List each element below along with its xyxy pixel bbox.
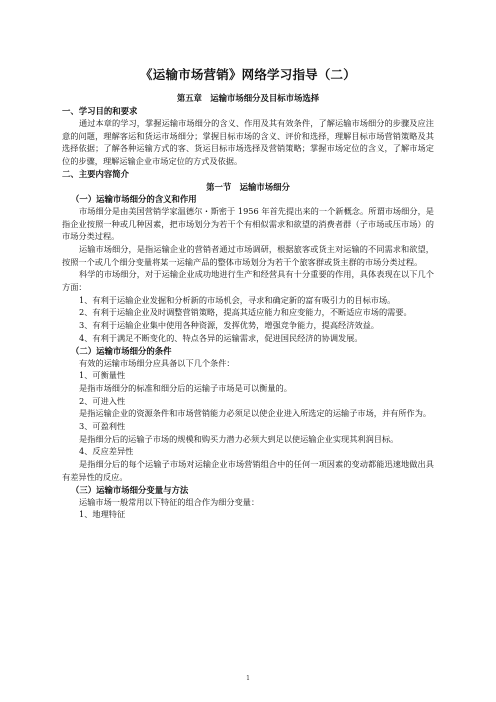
paragraph-definition-origin: 市场细分是由美国营销学家温德尔・斯密于 1956 年首先提出来的一个新概念。所谓市场细分，是指企业按照一种或几种因素，把市场划分为若干个有相似需求和欲望的消费者群（子市场或压市场）的市场分类过程。 [62,205,434,242]
document-body [62,105,434,521]
list-role-2: 2、有利于运输企业及时调整营销策略，提高其适应能力和应变能力，不断适应市场的需要。 [79,307,412,318]
paragraph-condition-4: 是指细分后的每个运输子市场对运输企业市场营销组合中的任何一项因素的变动都能迅速地做出具有差异性的反应。 [62,459,434,482]
paragraph-conditions-intro: 有效的运输市场细分应具备以下几个条件： [79,357,235,368]
paragraph-variables-intro: 运输市场一般常用以下特征的组合作为细分变量： [79,496,260,507]
document-title: 《运输市场营销》网络学习指导（二） [140,67,356,82]
heading-learning-objectives: 一、学习目的和要求 [62,106,138,116]
list-role-4: 4、有利于满足不断变化的、特点各异的运输需求，促进国民经济的协调发展。 [79,332,363,343]
list-condition-4: 4、反应差异性 [79,446,134,457]
list-variable-1: 1、地理特征 [79,509,126,520]
paragraph-condition-2: 是指运输企业的资源条件和市场营销能力必须足以使企业进入所选定的运输子市场，并有所作为。 [79,408,432,419]
paragraph-condition-1: 是指市场细分的标准和细分后的运输子市场是可以衡量的。 [79,382,292,393]
heading-content-summary: 二、主要内容简介 [62,168,129,179]
list-role-1: 1、有利于运输企业发掘和分析新的市场机会，寻求和确定新的富有吸引力的目标市场。 [79,294,396,305]
list-condition-2: 2、可进入性 [79,395,126,406]
page-number: 1 [246,675,250,682]
list-condition-1: 1、可衡量性 [79,370,126,381]
section-title: 第一节 运输市场细分 [206,181,290,192]
paragraph-transport-definition: 运输市场细分，是指运输企业的营销者通过市场调研，根据旅客或货主对运输的不同需求和欲望，按照一个或几个细分变量将某一运输产品的整体市场划分为若干个旅客群或货主群的市场分类过程。 [62,243,434,267]
page-content [62,66,434,521]
paragraph-objectives: 通过本章的学习，掌握运输市场细分的含义、作用及其有效条件，了解运输市场细分的步骤及应注意的问题，理解客运和货运市场细分；掌握目标市场的含义、评价和选择，理解目标市场营销策略及其选择依据；了解各种运输方式的客、货运目标市场选择及营销策略；掌握市场定位的含义，了解市场定位的步骤，理解运输企业市场定位的方式及依据。 [62,118,434,167]
list-role-3: 3、有利于运输企业集中使用各种资源，发挥优势，增强竞争能力，提高经济效益。 [79,320,379,331]
heading-meaning-and-role: （一）运输市场细分的含义和作用 [71,193,197,204]
list-condition-3: 3、可盈利性 [79,421,126,432]
heading-conditions: （二）运输市场细分的条件 [71,345,172,356]
paragraph-importance: 科学的市场细分，对于运输企业成功地进行生产和经营具有十分重要的作用，具体表现在以下几个方面： [62,269,434,293]
heading-variables-methods: （三）运输市场细分变量与方法 [71,484,189,495]
paragraph-condition-3: 是指细分后的运输子市场的规模和购买力潜力必须大到足以使运输企业实现其利润目标。 [79,433,399,444]
chapter-title: 第五章 运输市场细分及目标市场选择 [176,93,320,103]
